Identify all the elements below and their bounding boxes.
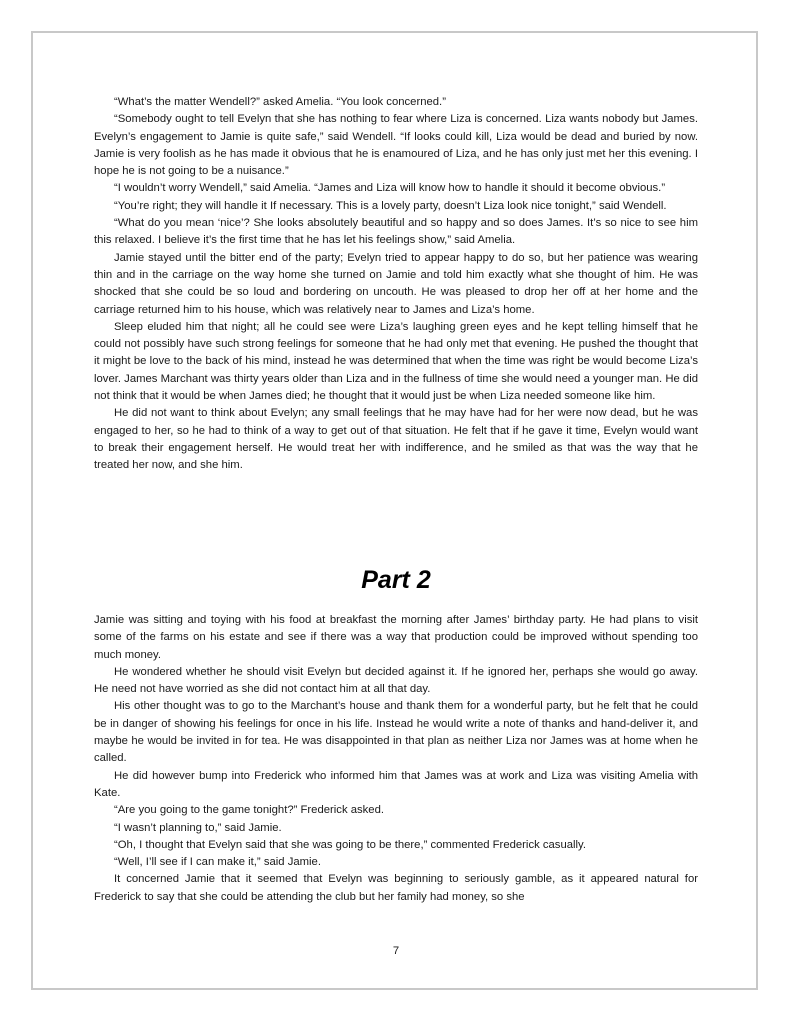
- paragraph: “You’re right; they will handle it If necessary. This is a lovely party, doesn’t Liza look nice tonight,” said Wendell.: [114, 199, 667, 212]
- paragraph: “What’s the matter Wendell?” asked Amelia. “You look concerned.”: [114, 96, 446, 108]
- page-number: 7: [392, 945, 400, 957]
- paragraph: “Oh, I thought that Evelyn said that she was going to be there,” commented Frederick casually.: [114, 838, 586, 851]
- paragraph: “I wasn’t planning to,” said Jamie.: [114, 821, 282, 834]
- paragraph: “I wouldn’t worry Wendell,” said Amelia. “James and Liza will know how to handle it should it become obvious.”: [114, 182, 666, 195]
- paragraph: He wondered whether he should visit Evelyn but decided against it. If he ignored her, perhaps she would go away. He need not have worried as she did not contact him at all that day.: [94, 665, 698, 696]
- section-heading: Part 2: [361, 566, 431, 594]
- paragraph: “Well, I’ll see if I can make it,” said Jamie.: [114, 856, 321, 869]
- paragraph: Sleep eluded him that night; all he could see were Liza’s laughing green eyes and he kept telling himself that he could not possibly have such strong feelings for someone that he had only met that evening. He pushed the thought that it might be love to the back of his mind, instead he was determined that when the time was right be would become Liza’s lover. James Marchant was thirty years older than Liza and in the fullness of time she would need a younger man. He did not think that it would be when James died; he thought that it would just be when Liza needed someone like him.: [94, 320, 698, 403]
- paragraph: Jamie stayed until the bitter end of the party; Evelyn tried to appear happy to do so, but her patience was wearing thin and in the carriage on the way home she turned on Jamie and told him exactly what she thought of him. He was shocked that she could be so loud and bordering on uncouth. He was pleased to drop her off at her home and the carriage returned him to his house, which was relatively near to James and Liza’s home.: [94, 251, 698, 316]
- paragraph: “Are you going to the game tonight?” Frederick asked.: [114, 804, 385, 817]
- body-text-bottom: [94, 612, 698, 906]
- paragraph: It concerned Jamie that it seemed that Evelyn was beginning to seriously gamble, as it appeared natural for Frederick to say that she could be attending the club but her family had money, so she: [94, 873, 698, 903]
- paragraph: Jamie was sitting and toying with his food at breakfast the morning after James’ birthday party. He had plans to visit some of the farms on his estate and see if there was a way that production could be improved without spending too much money.: [94, 614, 698, 661]
- paragraph: His other thought was to go to the Marchant’s house and thank them for a wonderful party, but he felt that he could be in danger of showing his feelings for once in his life. Instead he would write a note of thanks and hand-deliver it, and maybe he would be invited in for tea. He was disappointed in that plan as neither Liza nor James was at home when he called.: [94, 700, 698, 765]
- paragraph: “Somebody ought to tell Evelyn that she has nothing to fear where Liza is concerned. Liza wants nobody but James. Evelyn’s engagement to Jamie is quite safe,” said Wendell. “If looks could kill, Liza would be dead and buried by now. Jamie is very foolish as he has made it obvious that he is enamoured of Liza, and he has only just met her this evening. I hope he is not going to be a nuisance.”: [94, 113, 698, 178]
- body-text-top: [94, 94, 698, 475]
- paragraph: “What do you mean ‘nice’? She looks absolutely beautiful and so happy and so does James. It’s so nice to see him this relaxed. I believe it’s the first time that he has let his feelings show,” said Amelia.: [94, 217, 698, 247]
- paragraph: He did not want to think about Evelyn; any small feelings that he may have had for her were now dead, but he was engaged to her, so he had to think of a way to get out of that situation. He felt that if he gave it time, Evelyn would want to break their engagement herself. He would treat her with indifference, and he smiled as that was the way that he treated her now, and she him.: [94, 407, 698, 472]
- paragraph: He did however bump into Frederick who informed him that James was at work and Liza was visiting Amelia with Kate.: [94, 769, 698, 799]
- document-page: [31, 31, 758, 990]
